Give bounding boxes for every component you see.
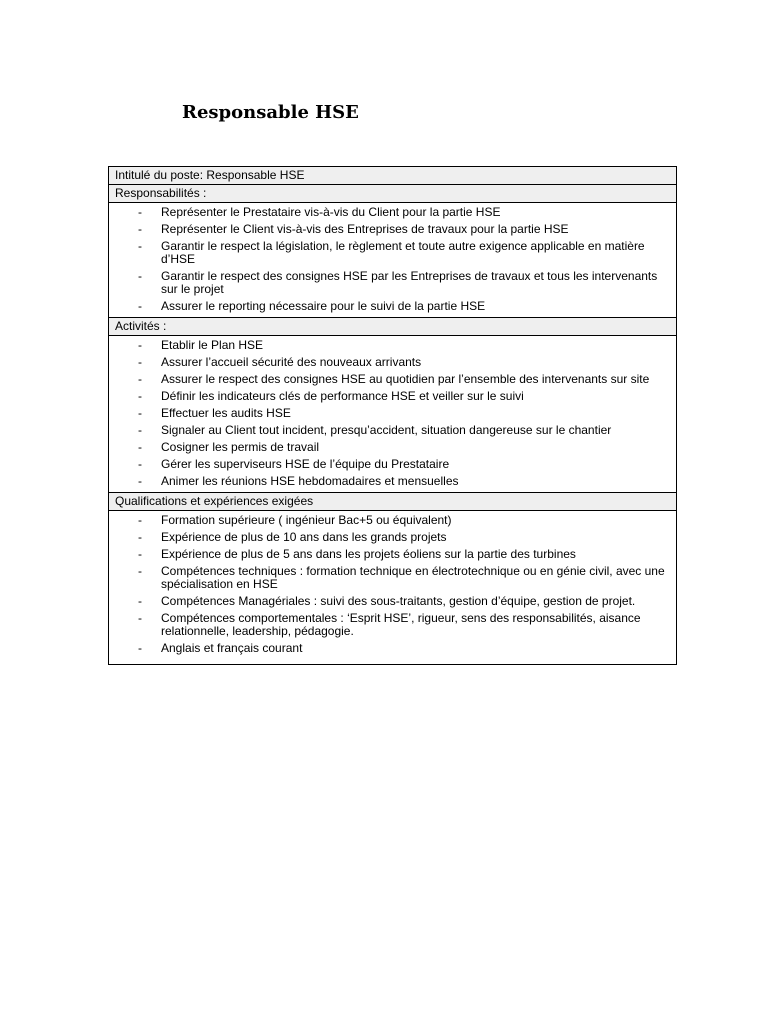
list-item: - Garantir le respect des consignes HSE par les Entreprises de travaux et tous les intervenants sur le projet bbox=[109, 270, 676, 296]
responsabilites-block bbox=[109, 203, 676, 318]
list-item: - Assurer le reporting nécessaire pour le suivi de la partie HSE bbox=[109, 300, 676, 313]
list-item: - Compétences Managériales : suivi des sous-traitants, gestion d’équipe, gestion de projet. bbox=[109, 595, 676, 608]
list-item: - Etablir le Plan HSE bbox=[109, 339, 676, 352]
list-item: - Représenter le Prestataire vis-à-vis du Client pour la partie HSE bbox=[109, 206, 676, 219]
list-item: - Garantir le respect la législation, le règlement et toute autre exigence applicable en matière d’HSE bbox=[109, 240, 676, 266]
list-item: - Formation supérieure ( ingénieur Bac+5 ou équivalent) bbox=[109, 514, 676, 527]
qualifications-header: Qualifications et expériences exigées bbox=[109, 493, 676, 511]
list-item: - Cosigner les permis de travail bbox=[109, 441, 676, 454]
list-item: - Signaler au Client tout incident, presqu’accident, situation dangereuse sur le chantier bbox=[109, 424, 676, 437]
poste-row: Intitulé du poste: Responsable HSE bbox=[109, 167, 676, 185]
job-description-table bbox=[108, 166, 677, 665]
list-item: - Assurer l’accueil sécurité des nouveaux arrivants bbox=[109, 356, 676, 369]
list-item: - Représenter le Client vis-à-vis des Entreprises de travaux pour la partie HSE bbox=[109, 223, 676, 236]
page-title: Responsable HSE bbox=[182, 102, 359, 123]
responsabilites-list bbox=[109, 206, 676, 313]
qualifications-block bbox=[109, 511, 676, 664]
list-item: - Compétences techniques : formation technique en électrotechnique ou en génie civil, avec une spécialisation en HSE bbox=[109, 565, 676, 591]
qualifications-list bbox=[109, 514, 676, 655]
list-item: - Assurer le respect des consignes HSE au quotidien par l’ensemble des intervenants sur site bbox=[109, 373, 676, 386]
list-item: - Anglais et français courant bbox=[109, 642, 676, 655]
responsabilites-header: Responsabilités : bbox=[109, 185, 676, 203]
list-item: - Expérience de plus de 10 ans dans les grands projets bbox=[109, 531, 676, 544]
list-item: - Gérer les superviseurs HSE de l’équipe du Prestataire bbox=[109, 458, 676, 471]
list-item: - Animer les réunions HSE hebdomadaires et mensuelles bbox=[109, 475, 676, 488]
list-item: - Expérience de plus de 5 ans dans les projets éoliens sur la partie des turbines bbox=[109, 548, 676, 561]
list-item: - Compétences comportementales : ‘Esprit HSE’, rigueur, sens des responsabilités, aisance relationnelle, leadership, pédagogie. bbox=[109, 612, 676, 638]
list-item: - Effectuer les audits HSE bbox=[109, 407, 676, 420]
list-item: - Définir les indicateurs clés de performance HSE et veiller sur le suivi bbox=[109, 390, 676, 403]
activites-list bbox=[109, 339, 676, 488]
activites-header: Activités : bbox=[109, 318, 676, 336]
activites-block bbox=[109, 336, 676, 493]
